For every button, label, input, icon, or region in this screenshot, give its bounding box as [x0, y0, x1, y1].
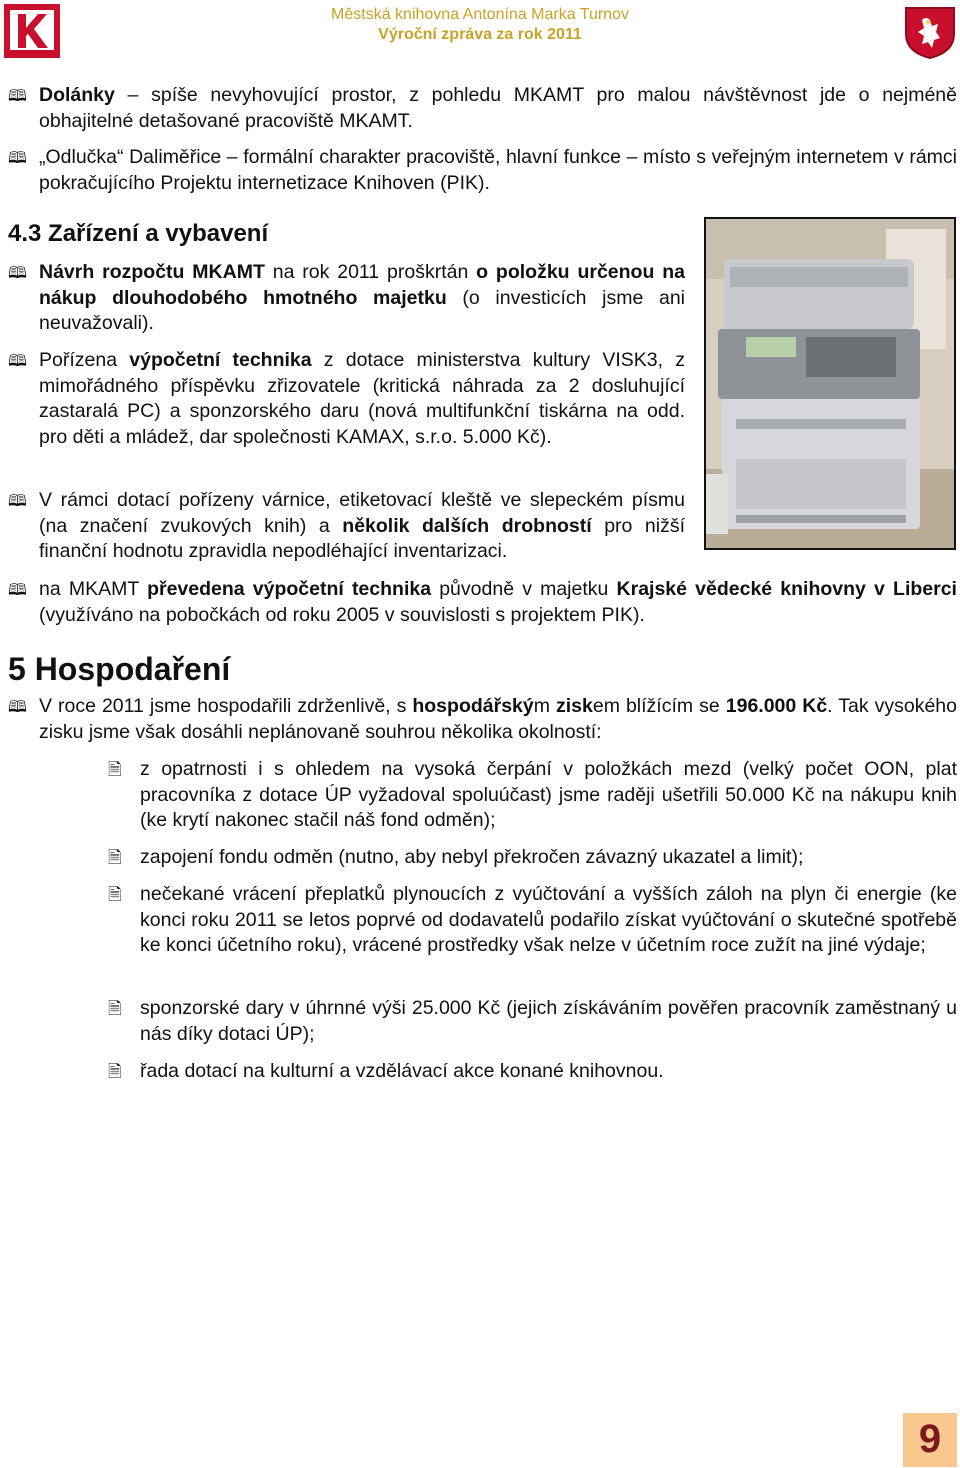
- book-icon: 🕮: [8, 86, 27, 105]
- book-icon: 🕮: [8, 148, 27, 167]
- bold-run: zisk: [556, 695, 593, 717]
- book-icon: 🕮: [8, 351, 27, 370]
- book-icon: 🕮: [8, 491, 27, 510]
- text-run: z dotace ministerstva kultury VISK3, z mimořádného příspěvku zřizovatele (kritická náhrada za 2 dosluhující zastaralá PC) a sponzorského daru (nová multifunkční tiskárna na odd. pro děti a mládež, dar společnosti KAMAX, s.r.o. 5.000 Kč).: [39, 349, 685, 448]
- paragraph-porizena: [39, 348, 685, 450]
- bold-run: několik dalších drobností: [342, 514, 592, 537]
- paragraph-varnice: [39, 488, 685, 565]
- library-name: Městská knihovna Antonína Marka Turnov: [331, 6, 629, 23]
- bold-run: o položku určenou na nákup dlouhodobého hmotného majetku: [39, 261, 685, 309]
- list-item: nečekané vrácení přeplatků plynoucích z vyúčtování a vyšších záloh na plyn či energie (ke konci roku 2011 se letos poprvé od dodavatelů podařilo získat vyúčtování o skutečné spotřebě ke konci účetního roku), vrácené prostředky však nelze v účetním roce zužít na jiné výdaje;: [140, 883, 957, 956]
- paragraph-hospodareni: [39, 694, 957, 745]
- bold-run: výpočetní technika: [129, 349, 312, 371]
- list-item: z opatrnosti i s ohledem na vysoká čerpání v položkách mezd (velký počet OON, plat pracovníka z dotace ÚP vyžadoval spoluúčast) jsme raději ušetřili 50.000 Kč na nákupu knih (ke krytí nakonec stačil náš fond odměn);: [140, 758, 957, 831]
- list-item: sponzorské dary v úhrnné výši 25.000 Kč (jejich získáváním pověřen pracovník zaměstnaný u nás díky dotaci ÚP);: [140, 997, 957, 1045]
- paragraph-dolanky: [39, 83, 957, 134]
- section-heading-5: 5 Hospodaření: [8, 651, 231, 687]
- list-item: zapojení fondu odměn (nutno, aby nebyl překročen závazný ukazatel a limit);: [140, 846, 804, 868]
- paragraph-odlucka: „Odlučka“ Daliměřice – formální charakter pracoviště, hlavní funkce – místo s veřejným internetem v rámci pokračujícího Projektu internetizace Knihoven (PIK).: [39, 146, 957, 194]
- text-run: pro nižší finanční hodnotu zpravidla nepodléhající inventarizaci.: [39, 514, 685, 562]
- page-header: [0, 0, 960, 64]
- printer-photo: [704, 217, 956, 550]
- page-icon: 🗎: [108, 885, 122, 905]
- page-icon: 🗎: [108, 848, 122, 868]
- text-run: . Tak vysokého zisku jsme však dosáhli neplánovaně souhrou několika okolností:: [39, 695, 957, 743]
- text-run: V rámci dotací pořízeny várnice, etiketovací kleště ve slepeckém písmu (na značení zvukových knih) a: [39, 489, 685, 537]
- page-number-badge: [903, 1413, 957, 1467]
- bold-run: Návrh rozpočtu MKAMT: [39, 261, 265, 283]
- book-icon: 🕮: [8, 580, 27, 599]
- text-run: původně v majetku: [431, 578, 617, 600]
- text-run: – spíše nevyhovující prostor, z pohledu MKAMT pro malou návštěvnost jde o nejméně obhajitelné detašované pracoviště MKAMT.: [39, 84, 957, 132]
- bold-run: hospodářský: [412, 695, 534, 717]
- text-run: (o investicích jsme ani neuvažovali).: [39, 286, 685, 334]
- book-icon: 🕮: [8, 263, 27, 282]
- text-run: (využíváno na pobočkách od roku 2005 v souvislosti s projektem PIK).: [39, 603, 645, 626]
- text-run: m: [533, 695, 556, 717]
- text-run: na rok 2011 proškrtán: [264, 261, 477, 283]
- page-icon: 🗎: [108, 999, 122, 1019]
- bold-run: převedena výpočetní technika: [147, 578, 432, 600]
- page-icon: 🗎: [108, 1062, 122, 1082]
- text-run: em blížícím se: [592, 695, 726, 717]
- page-icon: 🗎: [108, 760, 122, 780]
- text-run: V roce 2011 jsme hospodařili zdrženlivě, s: [39, 695, 413, 717]
- page-number: 9: [918, 1417, 942, 1461]
- report-title: Výroční zpráva za rok 2011: [378, 26, 582, 43]
- text-run: na MKAMT: [39, 578, 148, 600]
- bold-run: Krajské vědecké knihovny v Liberci: [616, 578, 957, 600]
- text-run: Pořízena: [39, 349, 130, 371]
- paragraph-navrh: [39, 260, 685, 337]
- bold-run: 196.000 Kč: [725, 695, 828, 717]
- book-icon: 🕮: [8, 697, 27, 716]
- section-heading-4-3: 4.3 Zařízení a vybavení: [8, 220, 269, 247]
- paragraph-prevedena: [39, 577, 957, 628]
- czech-lion-crest-icon: [902, 4, 958, 60]
- list-item: řada dotací na kulturní a vzdělávací akce konané knihovnou.: [140, 1060, 664, 1082]
- bold-run: Dolánky: [39, 84, 115, 106]
